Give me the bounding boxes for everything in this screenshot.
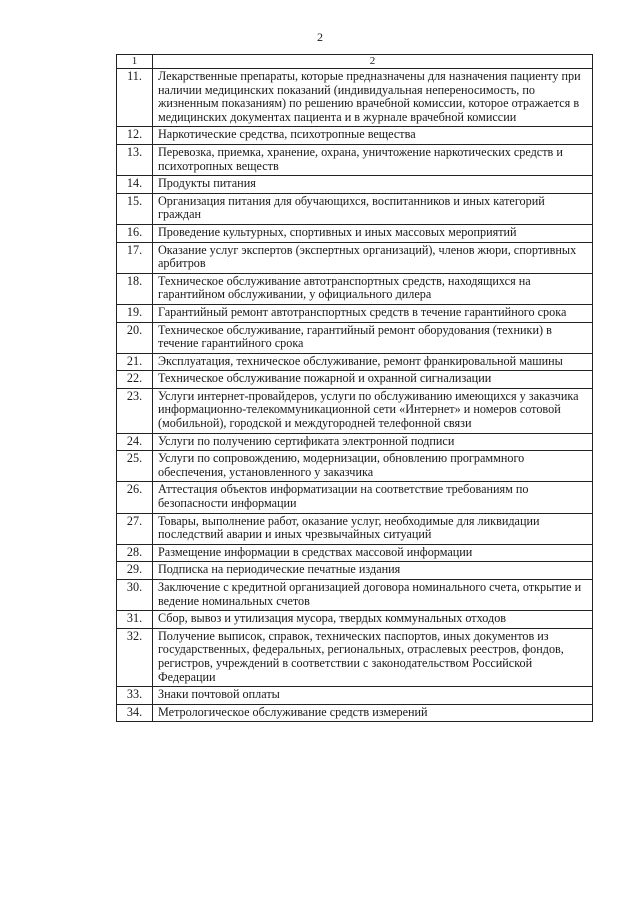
column-header-number: 1 — [117, 55, 153, 69]
row-description: Знаки почтовой оплаты — [153, 687, 593, 705]
table-row — [117, 371, 593, 389]
table-row — [117, 611, 593, 629]
row-number: 25. — [117, 451, 153, 482]
table-row — [117, 544, 593, 562]
row-number: 29. — [117, 562, 153, 580]
table-row — [117, 562, 593, 580]
row-description: Аттестация объектов информатизации на соответствие требованиям по безопасности информации — [153, 482, 593, 513]
row-number: 13. — [117, 144, 153, 175]
row-number: 14. — [117, 176, 153, 194]
row-number: 22. — [117, 371, 153, 389]
row-description: Техническое обслуживание пожарной и охранной сигнализации — [153, 371, 593, 389]
table-row — [117, 687, 593, 705]
row-description: Перевозка, приемка, хранение, охрана, уничтожение наркотических средств и психотропных веществ — [153, 144, 593, 175]
row-number: 21. — [117, 353, 153, 371]
row-number: 20. — [117, 322, 153, 353]
table-header-row — [117, 55, 593, 69]
table-row — [117, 242, 593, 273]
row-number: 26. — [117, 482, 153, 513]
row-description: Получение выписок, справок, технических паспортов, иных документов из государственных, федеральных, региональных, отраслевых реестров, фондов, регистров, учреждений в соответствии с законодательством Российской Федерации — [153, 628, 593, 686]
row-number: 12. — [117, 127, 153, 145]
row-number: 32. — [117, 628, 153, 686]
row-description: Услуги по получению сертификата электронной подписи — [153, 433, 593, 451]
row-description: Продукты питания — [153, 176, 593, 194]
table-row — [117, 388, 593, 433]
table-row — [117, 353, 593, 371]
table-row — [117, 69, 593, 127]
row-description: Эксплуатация, техническое обслуживание, ремонт франкировальной машины — [153, 353, 593, 371]
row-number: 19. — [117, 304, 153, 322]
row-description: Услуги по сопровождению, модернизации, обновлению программного обеспечения, установленного у заказчика — [153, 451, 593, 482]
row-description: Сбор, вывоз и утилизация мусора, твердых коммунальных отходов — [153, 611, 593, 629]
table-row — [117, 273, 593, 304]
row-number: 16. — [117, 224, 153, 242]
row-description: Оказание услуг экспертов (экспертных организаций), членов жюри, спортивных арбитров — [153, 242, 593, 273]
row-number: 28. — [117, 544, 153, 562]
row-number: 15. — [117, 193, 153, 224]
row-description: Наркотические средства, психотропные вещества — [153, 127, 593, 145]
row-number: 34. — [117, 704, 153, 722]
row-description: Организация питания для обучающихся, воспитанников и иных категорий граждан — [153, 193, 593, 224]
table-row — [117, 176, 593, 194]
table-row — [117, 482, 593, 513]
row-number: 18. — [117, 273, 153, 304]
table-row — [117, 322, 593, 353]
table-row — [117, 580, 593, 611]
table-row — [117, 127, 593, 145]
table-row — [117, 704, 593, 722]
row-number: 23. — [117, 388, 153, 433]
row-description: Размещение информации в средствах массовой информации — [153, 544, 593, 562]
row-description: Проведение культурных, спортивных и иных массовых мероприятий — [153, 224, 593, 242]
row-description: Лекарственные препараты, которые предназначены для назначения пациенту при наличии медицинских показаний (индивидуальная непереносимость, по жизненным показаниям) по решению врачебной комиссии, которое отражается в медицинских документах пациента и в журнале врачебной комиссии — [153, 69, 593, 127]
table-row — [117, 193, 593, 224]
row-description: Заключение с кредитной организацией договора номинального счета, открытие и ведение номинальных счетов — [153, 580, 593, 611]
row-description: Метрологическое обслуживание средств измерений — [153, 704, 593, 722]
row-number: 31. — [117, 611, 153, 629]
row-description: Товары, выполнение работ, оказание услуг, необходимые для ликвидации последствий аварии и иных чрезвычайных ситуаций — [153, 513, 593, 544]
row-description: Услуги интернет-провайдеров, услуги по обслуживанию имеющихся у заказчика информационно-телекоммуникационной сети «Интернет» и номеров сотовой (мобильной), городской и междугородней телефонной связи — [153, 388, 593, 433]
table-row — [117, 144, 593, 175]
row-number: 24. — [117, 433, 153, 451]
table-row — [117, 451, 593, 482]
table-row — [117, 304, 593, 322]
page-number: 2 — [317, 30, 323, 44]
table-row — [117, 628, 593, 686]
table-row — [117, 224, 593, 242]
row-number: 33. — [117, 687, 153, 705]
row-description: Техническое обслуживание автотранспортных средств, находящихся на гарантийном обслуживании, у официального дилера — [153, 273, 593, 304]
column-header-description: 2 — [153, 55, 593, 69]
row-description: Гарантийный ремонт автотранспортных средств в течение гарантийного срока — [153, 304, 593, 322]
row-description: Подписка на периодические печатные издания — [153, 562, 593, 580]
services-table — [116, 54, 593, 722]
table-row — [117, 513, 593, 544]
row-number: 27. — [117, 513, 153, 544]
row-number: 17. — [117, 242, 153, 273]
row-number: 30. — [117, 580, 153, 611]
row-description: Техническое обслуживание, гарантийный ремонт оборудования (техники) в течение гарантийного срока — [153, 322, 593, 353]
table-body — [117, 69, 593, 722]
row-number: 11. — [117, 69, 153, 127]
table-row — [117, 433, 593, 451]
